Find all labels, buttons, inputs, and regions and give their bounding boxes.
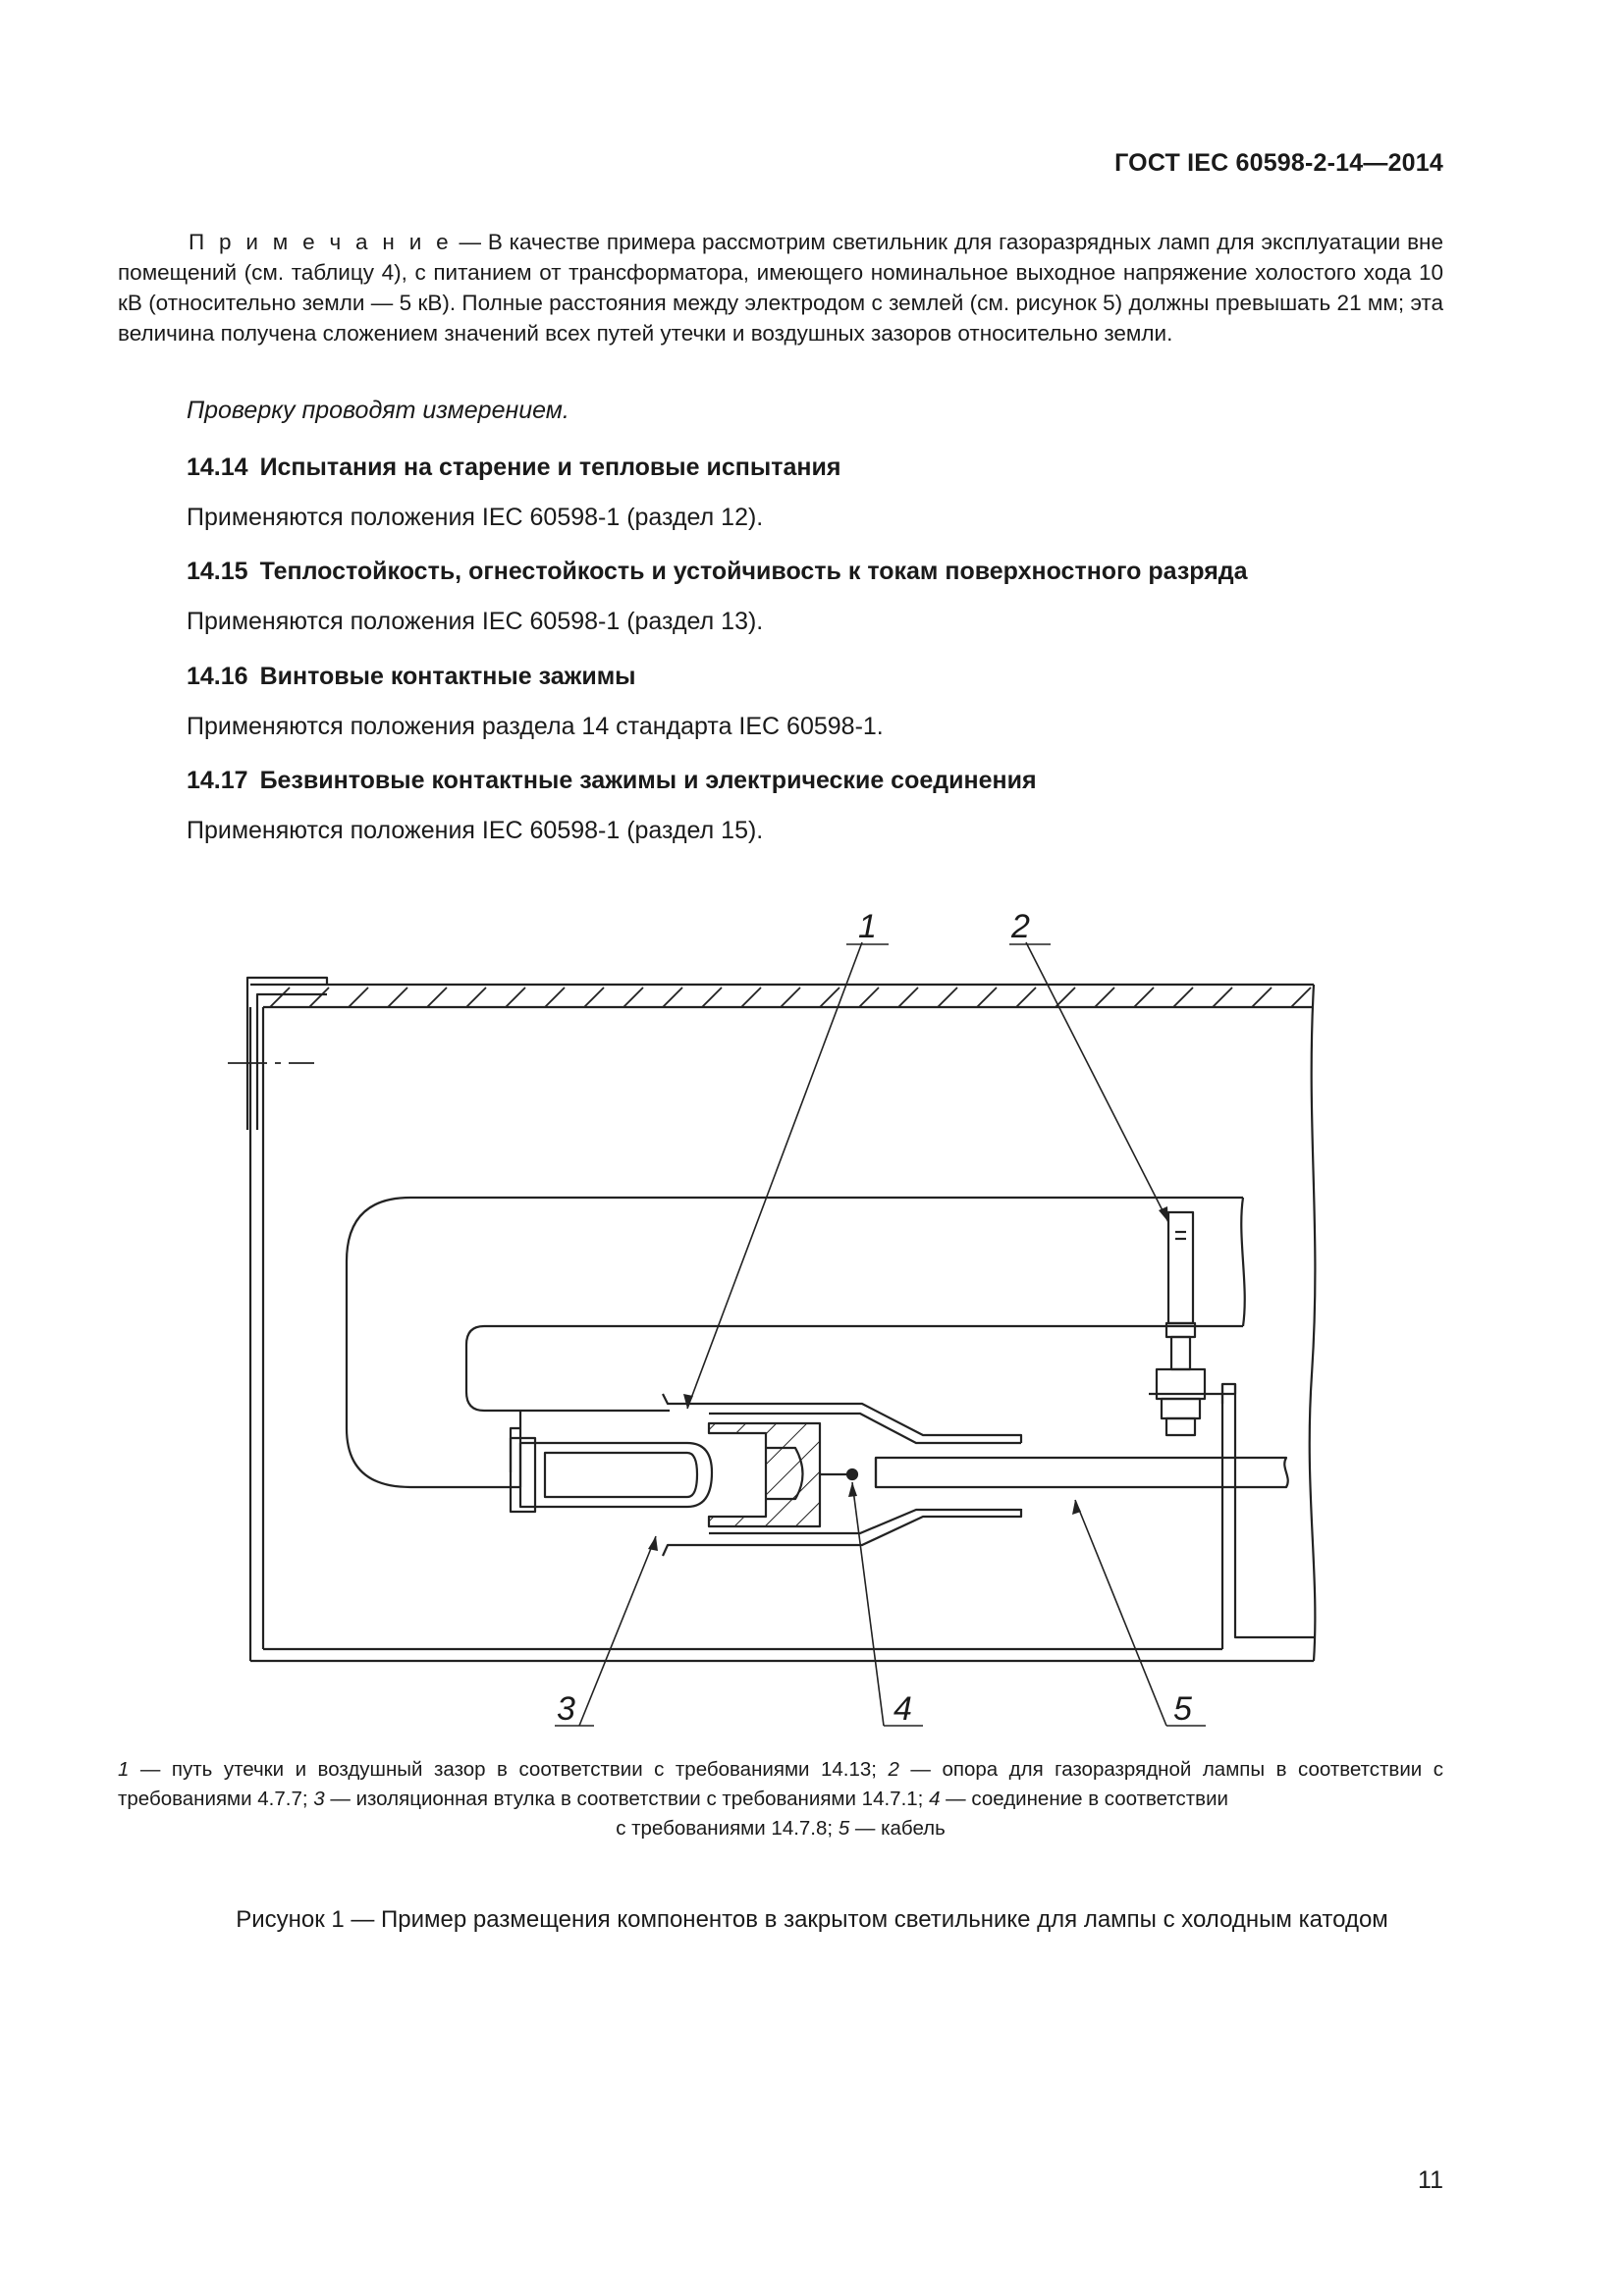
housing-top-hatch <box>270 988 1311 1007</box>
figure-label-5: 5 <box>1173 1690 1192 1728</box>
document-header: ГОСТ IEC 60598-2-14—2014 <box>1114 149 1443 177</box>
section-body-14-17: Применяются положения IEC 60598-1 (раздел 15). <box>187 817 764 844</box>
section-heading-14-16: 14.16 Винтовые контактные зажимы <box>187 663 636 690</box>
section-heading-14-14: 14.14 Испытания на старение и тепловые испытания <box>187 454 841 481</box>
figure-label-4: 4 <box>893 1690 912 1728</box>
section-heading-14-15: 14.15 Теплостойкость, огнестойкость и устойчивость к токам поверхностного разряда <box>187 558 1248 585</box>
figure-label-3: 3 <box>557 1690 575 1728</box>
section-heading-14-17: 14.17 Безвинтовые контактные зажимы и электрические соединения <box>187 767 1037 794</box>
section-body-14-15: Применяются положения IEC 60598-1 (раздел 13). <box>187 608 764 635</box>
figure-label-2: 2 <box>1011 908 1030 945</box>
check-text: Проверку проводят измерением. <box>187 397 569 424</box>
section-body-14-14: Применяются положения IEC 60598-1 (раздел 12). <box>187 504 764 531</box>
section-body-14-16: Применяются положения раздела 14 стандарта IEC 60598-1. <box>187 713 884 740</box>
note-text: — В качестве примера рассмотрим светильник для газоразрядных ламп для эксплуатации вне помещений (см. таблицу 4), с питанием от трансформатора, имеющего номинальное выходное напряжение холостого хода 10 кВ (относительно земли — 5 кВ). Полные расстояния между электродом с землей (см. рисунок 5) должны превышать 21 мм; эта величина получена сложением значений всех путей утечки и воздушных зазоров относительно земли. <box>118 230 1443 346</box>
note-label: П р и м е ч а н и е <box>189 230 453 254</box>
page-number: 11 <box>1418 2166 1443 2194</box>
figure-title: Рисунок 1 — Пример размещения компонентов в закрытом светильнике для лампы с холодным катодом <box>236 1906 1388 1933</box>
figure-label-1: 1 <box>858 908 877 945</box>
figure-legend: 1 — путь утечки и воздушный зазор в соответствии с требованиями 14.13; 2 — опора для газоразрядной лампы в соответствии с требованиями 4.7.7; 3 — изоляционная втулка в соответствии с требованиями 14.7.1; 4 — соединение в соответствии с требованиями 14.7.8; 5 — кабель <box>118 1758 1443 1840</box>
